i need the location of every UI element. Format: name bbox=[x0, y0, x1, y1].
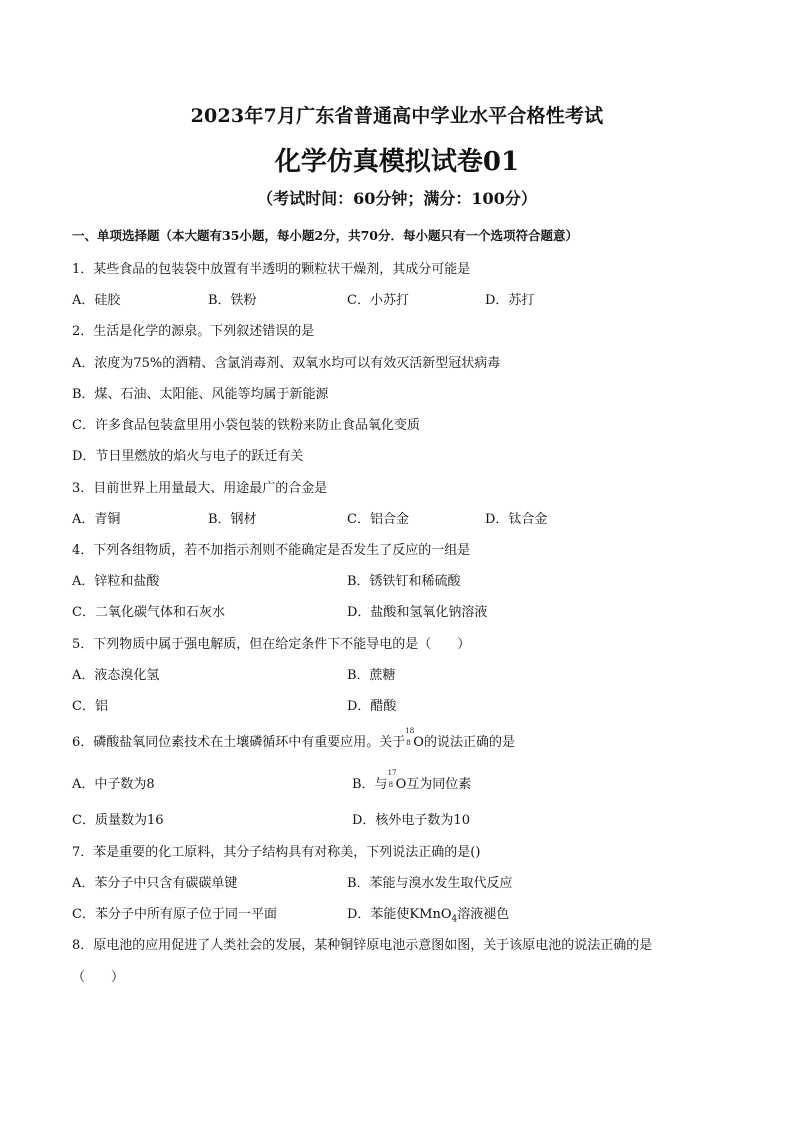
question-7-option-d bbox=[347, 903, 509, 925]
question-5-stem: 5．下列物质中属于强电解质，但在给定条件下不能导电的是（ ） bbox=[72, 637, 471, 652]
isotope-atomic-number: 8 bbox=[406, 739, 411, 747]
question-2-option-d: D．节日里燃放的焰火与电子的跃迁有关 bbox=[72, 449, 304, 464]
question-4-option-c: C．二氧化碳气体和石灰水 bbox=[72, 605, 225, 620]
question-6-option-d: D．核外电子数为10 bbox=[352, 813, 470, 828]
question-4-option-a: A．锌粒和盐酸 bbox=[72, 574, 160, 589]
question-3-option-b: B．钢材 bbox=[208, 512, 257, 527]
question-8-stem: 8．原电池的应用促进了人类社会的发展，某种铜锌原电池示意图如图，关于该原电池的说法正确的是 bbox=[72, 938, 653, 953]
formula-subscript: 4 bbox=[451, 914, 458, 925]
question-5-option-d: D．醋酸 bbox=[347, 699, 397, 714]
question-5-option-c: C．铝 bbox=[72, 699, 108, 714]
isotope-b-mass-number: 17 bbox=[387, 769, 397, 777]
isotope-notation bbox=[405, 727, 415, 747]
question-1-stem: 1．某些食品的包装袋中放置有半透明的颗粒状干燥剂，其成分可能是 bbox=[72, 262, 471, 277]
question-2-option-a: A．浓度为75%的酒精、含氯消毒剂、双氧水均可以有效灭活新型冠状病毒 bbox=[72, 356, 501, 371]
question-4-option-d: D．盐酸和氢氧化钠溶液 bbox=[347, 605, 488, 620]
isotope-b-symbol: O bbox=[395, 777, 407, 792]
question-2-stem: 2．生活是化学的源泉。下列叙述错误的是 bbox=[72, 324, 315, 339]
question-1-option-a: A．硅胶 bbox=[72, 293, 121, 308]
exam-info: （考试时间：60分钟；满分：100分） bbox=[257, 189, 537, 208]
exam-subtitle: 化学仿真模拟试卷01 bbox=[274, 147, 520, 177]
question-6-option-b bbox=[352, 769, 472, 792]
exam-title: 2023年7月广东省普通高中学业水平合格性考试 bbox=[190, 105, 604, 127]
question-7-option-a: A．苯分子中只含有碳碳单键 bbox=[72, 876, 238, 891]
question-3-option-a: A．青铜 bbox=[72, 512, 121, 527]
isotope-symbol: O bbox=[413, 735, 424, 750]
question-2-option-c: C．许多食品包装盒里用小袋包装的铁粉来防止食品氧化变质 bbox=[72, 418, 420, 433]
question-1-option-c: C．小苏打 bbox=[347, 293, 409, 308]
question-7-option-c: C．苯分子中所有原子位于同一平面 bbox=[72, 907, 277, 922]
question-6-stem-text: 6．磷酸盐氧同位素技术在土壤磷循环中有重要应用。关于 bbox=[72, 735, 406, 750]
question-7-option-b: B．苯能与溴水发生取代反应 bbox=[347, 876, 513, 891]
question-8-stem-continued: （ ） bbox=[72, 970, 125, 985]
question-2-option-b: B．煤、石油、太阳能、风能等均属于新能源 bbox=[72, 387, 329, 402]
question-7-option-d-text: D．苯能使KMnO bbox=[347, 907, 452, 922]
question-3-stem: 3．目前世界上用量最大、用途最广的合金是 bbox=[72, 481, 328, 496]
question-1-option-d: D．苏打 bbox=[485, 293, 535, 308]
question-6-option-b-text: B．与 bbox=[352, 777, 388, 792]
section-heading: 一、单项选择题（本大题有35小题，每小题2分，共70分．每小题只有一个选项符合题意） bbox=[72, 228, 578, 243]
question-4-option-b: B．锈铁钉和稀硫酸 bbox=[347, 574, 461, 589]
question-3-option-c: C．铝合金 bbox=[347, 512, 409, 527]
question-5-option-b: B．蔗糖 bbox=[347, 668, 396, 683]
question-6-stem-tail: 的说法正确的是 bbox=[423, 735, 515, 750]
question-6-stem bbox=[72, 727, 515, 750]
question-3-option-d: D．钛合金 bbox=[485, 512, 548, 527]
isotope-mass-number: 18 bbox=[405, 727, 415, 735]
question-7-option-d-tail: 溶液褪色 bbox=[457, 907, 510, 922]
question-6-option-c: C．质量数为16 bbox=[72, 813, 164, 828]
isotope-notation-b bbox=[387, 769, 397, 789]
question-5-option-a: A．液态溴化氢 bbox=[72, 668, 160, 683]
question-4-stem: 4．下列各组物质，若不加指示剂则不能确定是否发生了反应的一组是 bbox=[72, 543, 471, 558]
question-6-option-b-tail: 互为同位素 bbox=[406, 777, 472, 792]
isotope-b-atomic-number: 8 bbox=[388, 781, 394, 789]
question-7-stem: 7．苯是重要的化工原料，其分子结构具有对称美，下列说法正确的是() bbox=[72, 845, 481, 860]
question-6-option-a: A．中子数为8 bbox=[72, 777, 155, 792]
question-1-option-b: B．铁粉 bbox=[208, 293, 257, 308]
